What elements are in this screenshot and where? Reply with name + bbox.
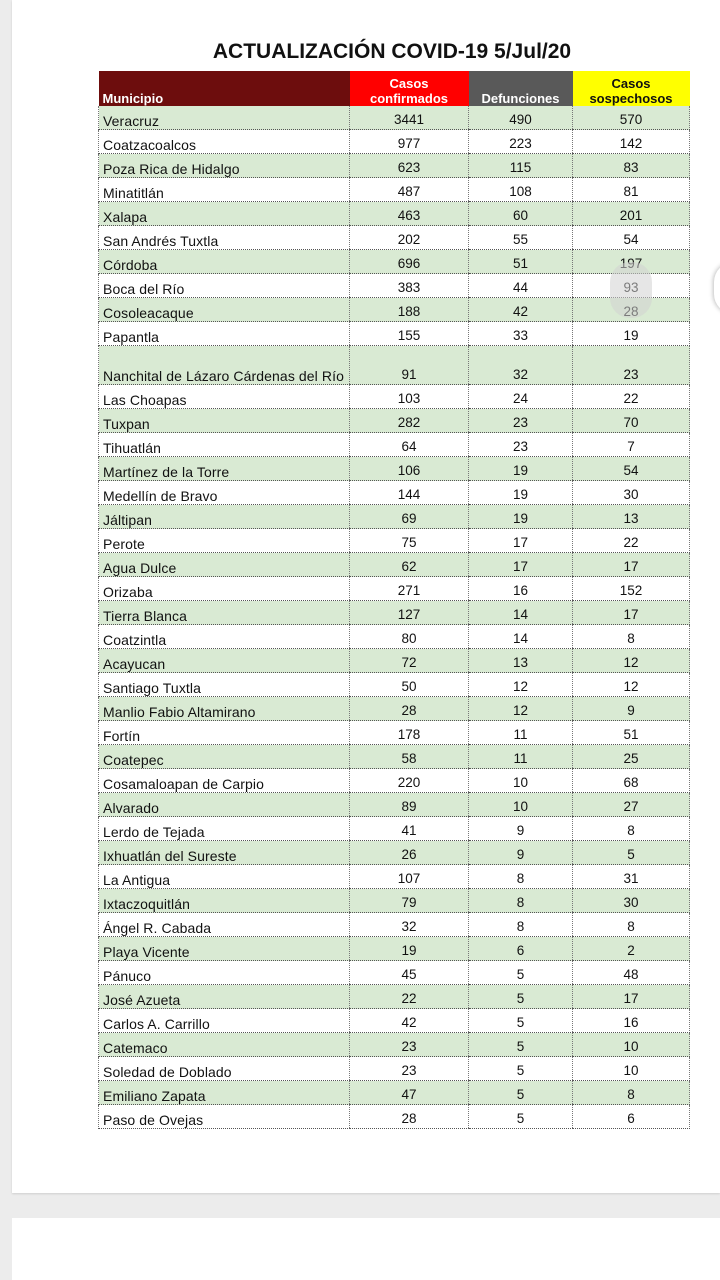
table-row	[99, 130, 690, 154]
cell-confirmados: 28	[350, 1105, 469, 1129]
cell-confirmados: 144	[350, 481, 469, 505]
cell-municipio: Ixhuatlán del Sureste	[99, 841, 350, 865]
table-row	[99, 1081, 690, 1105]
cell-sospechosos: 51	[573, 721, 690, 745]
cell-sospechosos: 8	[573, 1081, 690, 1105]
cell-sospechosos: 19	[573, 322, 690, 346]
cell-defunciones: 6	[469, 937, 573, 961]
cell-confirmados: 463	[350, 202, 469, 226]
table-row	[99, 322, 690, 346]
table-row	[99, 937, 690, 961]
cell-defunciones: 8	[469, 865, 573, 889]
cell-sospechosos: 16	[573, 1009, 690, 1033]
table-row	[99, 841, 690, 865]
table-row	[99, 433, 690, 457]
cell-sospechosos: 30	[573, 481, 690, 505]
table-row	[99, 697, 690, 721]
table-row	[99, 1105, 690, 1129]
cell-municipio: Tierra Blanca	[99, 601, 350, 625]
cell-confirmados: 3441	[350, 106, 469, 130]
cell-defunciones: 11	[469, 721, 573, 745]
cell-sospechosos: 8	[573, 913, 690, 937]
cell-confirmados: 188	[350, 298, 469, 322]
covid-table	[98, 71, 690, 1129]
table-row	[99, 481, 690, 505]
cell-confirmados: 202	[350, 226, 469, 250]
cell-municipio: Agua Dulce	[99, 553, 350, 577]
table-body	[99, 106, 690, 1129]
header-sospechosos-line2: sospechosos	[589, 91, 673, 106]
cell-municipio: Cosoleacaque	[99, 298, 350, 322]
cell-confirmados: 271	[350, 577, 469, 601]
cell-municipio: Las Choapas	[99, 385, 350, 409]
cell-defunciones: 42	[469, 298, 573, 322]
table-row	[99, 721, 690, 745]
cell-confirmados: 80	[350, 625, 469, 649]
cell-defunciones: 5	[469, 1009, 573, 1033]
cell-municipio: Ixtaczoquitlán	[99, 889, 350, 913]
cell-sospechosos: 81	[573, 178, 690, 202]
table-row	[99, 985, 690, 1009]
scroll-indicator	[610, 262, 652, 318]
cell-sospechosos: 8	[573, 625, 690, 649]
cell-municipio: Acayucan	[99, 649, 350, 673]
cell-municipio: Playa Vicente	[99, 937, 350, 961]
cell-defunciones: 13	[469, 649, 573, 673]
header-municipio-label: Municipio	[102, 91, 164, 106]
cell-defunciones: 23	[469, 433, 573, 457]
cell-defunciones: 5	[469, 985, 573, 1009]
cell-defunciones: 51	[469, 250, 573, 274]
cell-municipio: Alvarado	[99, 793, 350, 817]
table-row	[99, 202, 690, 226]
cell-defunciones: 5	[469, 1081, 573, 1105]
cell-confirmados: 58	[350, 745, 469, 769]
table-row	[99, 1057, 690, 1081]
cell-sospechosos: 5	[573, 841, 690, 865]
table-row	[99, 649, 690, 673]
cell-confirmados: 623	[350, 154, 469, 178]
cell-sospechosos: 70	[573, 409, 690, 433]
cell-municipio: Coatzintla	[99, 625, 350, 649]
cell-defunciones: 19	[469, 505, 573, 529]
cell-confirmados: 50	[350, 673, 469, 697]
cell-confirmados: 22	[350, 985, 469, 1009]
cell-defunciones: 5	[469, 1057, 573, 1081]
cell-sospechosos: 27	[573, 793, 690, 817]
table-row	[99, 889, 690, 913]
table-row	[99, 226, 690, 250]
table-row	[99, 154, 690, 178]
cell-sospechosos: 23	[573, 346, 690, 385]
cell-defunciones: 14	[469, 601, 573, 625]
cell-confirmados: 64	[350, 433, 469, 457]
cell-municipio: Martínez de la Torre	[99, 457, 350, 481]
cell-municipio: Soledad de Doblado	[99, 1057, 350, 1081]
table-row	[99, 1009, 690, 1033]
cell-defunciones: 32	[469, 346, 573, 385]
cell-confirmados: 75	[350, 529, 469, 553]
cell-defunciones: 5	[469, 961, 573, 985]
table-row	[99, 1033, 690, 1057]
cell-municipio: Santiago Tuxtla	[99, 673, 350, 697]
table-row	[99, 793, 690, 817]
cell-municipio: La Antigua	[99, 865, 350, 889]
cell-confirmados: 383	[350, 274, 469, 298]
cell-municipio: Jáltipan	[99, 505, 350, 529]
table-row	[99, 385, 690, 409]
cell-confirmados: 977	[350, 130, 469, 154]
header-confirmados-line2: confirmados	[369, 91, 448, 106]
cell-confirmados: 282	[350, 409, 469, 433]
cell-confirmados: 72	[350, 649, 469, 673]
cell-confirmados: 47	[350, 1081, 469, 1105]
cell-sospechosos: 17	[573, 985, 690, 1009]
cell-sospechosos: 12	[573, 649, 690, 673]
cell-municipio: Veracruz	[99, 106, 350, 130]
cell-confirmados: 26	[350, 841, 469, 865]
cell-sospechosos: 7	[573, 433, 690, 457]
cell-sospechosos: 6	[573, 1105, 690, 1129]
cell-defunciones: 23	[469, 409, 573, 433]
cell-municipio: Coatzacoalcos	[99, 130, 350, 154]
cell-sospechosos: 142	[573, 130, 690, 154]
cell-sospechosos: 31	[573, 865, 690, 889]
cell-municipio: Coatepec	[99, 745, 350, 769]
cell-confirmados: 41	[350, 817, 469, 841]
table-row	[99, 817, 690, 841]
cell-defunciones: 115	[469, 154, 573, 178]
cell-confirmados: 178	[350, 721, 469, 745]
cell-confirmados: 19	[350, 937, 469, 961]
cell-defunciones: 24	[469, 385, 573, 409]
cell-confirmados: 696	[350, 250, 469, 274]
cell-municipio: Minatitlán	[99, 178, 350, 202]
cell-defunciones: 60	[469, 202, 573, 226]
table-row	[99, 769, 690, 793]
table-header-row	[99, 71, 690, 106]
cell-sospechosos: 9	[573, 697, 690, 721]
table-row	[99, 250, 690, 274]
cell-confirmados: 79	[350, 889, 469, 913]
cell-municipio: Perote	[99, 529, 350, 553]
cell-municipio: Orizaba	[99, 577, 350, 601]
cell-defunciones: 10	[469, 769, 573, 793]
cell-confirmados: 487	[350, 178, 469, 202]
cell-municipio: José Azueta	[99, 985, 350, 1009]
header-sospechosos	[573, 71, 690, 106]
cell-municipio: Carlos A. Carrillo	[99, 1009, 350, 1033]
cell-sospechosos: 201	[573, 202, 690, 226]
table-row	[99, 625, 690, 649]
cell-municipio: Manlio Fabio Altamirano	[99, 697, 350, 721]
cell-defunciones: 12	[469, 697, 573, 721]
header-defunciones-label: Defunciones	[481, 91, 560, 106]
cell-sospechosos: 8	[573, 817, 690, 841]
cell-confirmados: 23	[350, 1033, 469, 1057]
cell-confirmados: 103	[350, 385, 469, 409]
table-row	[99, 346, 690, 385]
cell-municipio: Paso de Ovejas	[99, 1105, 350, 1129]
cell-confirmados: 45	[350, 961, 469, 985]
cell-municipio: Cosamaloapan de Carpio	[99, 769, 350, 793]
cell-municipio: Ángel R. Cabada	[99, 913, 350, 937]
cell-municipio: Emiliano Zapata	[99, 1081, 350, 1105]
cell-defunciones: 10	[469, 793, 573, 817]
cell-confirmados: 23	[350, 1057, 469, 1081]
header-municipio	[99, 71, 350, 106]
cell-municipio: Pánuco	[99, 961, 350, 985]
table-row	[99, 529, 690, 553]
cell-municipio: San Andrés Tuxtla	[99, 226, 350, 250]
cell-confirmados: 107	[350, 865, 469, 889]
table-row	[99, 601, 690, 625]
table-row	[99, 178, 690, 202]
cell-defunciones: 14	[469, 625, 573, 649]
table-row	[99, 961, 690, 985]
cell-defunciones: 17	[469, 529, 573, 553]
cell-sospechosos: 13	[573, 505, 690, 529]
cell-defunciones: 490	[469, 106, 573, 130]
cell-municipio: Lerdo de Tejada	[99, 817, 350, 841]
cell-defunciones: 44	[469, 274, 573, 298]
table-row	[99, 274, 690, 298]
cell-sospechosos: 48	[573, 961, 690, 985]
cell-municipio: Xalapa	[99, 202, 350, 226]
cell-sospechosos: 152	[573, 577, 690, 601]
cell-defunciones: 5	[469, 1105, 573, 1129]
cell-sospechosos: 68	[573, 769, 690, 793]
table-row	[99, 505, 690, 529]
cell-municipio: Tuxpan	[99, 409, 350, 433]
cell-municipio: Tihuatlán	[99, 433, 350, 457]
table-row	[99, 457, 690, 481]
next-card	[12, 1218, 720, 1280]
cell-confirmados: 220	[350, 769, 469, 793]
table-row	[99, 553, 690, 577]
cell-confirmados: 127	[350, 601, 469, 625]
cell-defunciones: 33	[469, 322, 573, 346]
cell-sospechosos: 12	[573, 673, 690, 697]
cell-sospechosos: 30	[573, 889, 690, 913]
cell-confirmados: 155	[350, 322, 469, 346]
cell-defunciones: 108	[469, 178, 573, 202]
cell-sospechosos: 54	[573, 457, 690, 481]
content-card	[12, 0, 720, 1193]
table-row	[99, 577, 690, 601]
cell-sospechosos: 17	[573, 601, 690, 625]
cell-defunciones: 11	[469, 745, 573, 769]
cell-sospechosos: 10	[573, 1057, 690, 1081]
table-row	[99, 865, 690, 889]
cell-municipio: Papantla	[99, 322, 350, 346]
cell-sospechosos: 54	[573, 226, 690, 250]
cell-defunciones: 16	[469, 577, 573, 601]
cell-confirmados: 91	[350, 346, 469, 385]
cell-defunciones: 17	[469, 553, 573, 577]
cell-sospechosos: 22	[573, 385, 690, 409]
cell-defunciones: 9	[469, 817, 573, 841]
header-confirmados	[350, 71, 469, 106]
table-row	[99, 106, 690, 130]
cell-municipio: Córdoba	[99, 250, 350, 274]
cell-defunciones: 19	[469, 481, 573, 505]
cell-sospechosos: 25	[573, 745, 690, 769]
cell-confirmados: 28	[350, 697, 469, 721]
cell-defunciones: 8	[469, 889, 573, 913]
cell-municipio: Fortín	[99, 721, 350, 745]
cell-defunciones: 55	[469, 226, 573, 250]
table-row	[99, 298, 690, 322]
cell-sospechosos: 17	[573, 553, 690, 577]
cell-sospechosos: 83	[573, 154, 690, 178]
table-row	[99, 409, 690, 433]
cell-defunciones: 9	[469, 841, 573, 865]
table-row	[99, 913, 690, 937]
cell-confirmados: 42	[350, 1009, 469, 1033]
cell-confirmados: 62	[350, 553, 469, 577]
cell-sospechosos: 10	[573, 1033, 690, 1057]
header-defunciones	[469, 71, 573, 106]
cell-confirmados: 106	[350, 457, 469, 481]
cell-defunciones: 223	[469, 130, 573, 154]
cell-defunciones: 8	[469, 913, 573, 937]
table-row	[99, 673, 690, 697]
header-confirmados-line1: Casos	[389, 76, 429, 91]
cell-municipio: Boca del Río	[99, 274, 350, 298]
cell-defunciones: 19	[469, 457, 573, 481]
cell-municipio: Nanchital de Lázaro Cárdenas del Río	[99, 346, 350, 385]
table-row	[99, 745, 690, 769]
header-sospechosos-line1: Casos	[611, 76, 651, 91]
cell-confirmados: 89	[350, 793, 469, 817]
cell-defunciones: 12	[469, 673, 573, 697]
cell-municipio: Poza Rica de Hidalgo	[99, 154, 350, 178]
cell-sospechosos: 22	[573, 529, 690, 553]
cell-confirmados: 69	[350, 505, 469, 529]
cell-defunciones: 5	[469, 1033, 573, 1057]
page-title: ACTUALIZACIÓN COVID-19 5/Jul/20	[212, 40, 572, 63]
cell-confirmados: 32	[350, 913, 469, 937]
cell-sospechosos: 570	[573, 106, 690, 130]
cell-municipio: Catemaco	[99, 1033, 350, 1057]
cell-municipio: Medellín de Bravo	[99, 481, 350, 505]
cell-sospechosos: 2	[573, 937, 690, 961]
